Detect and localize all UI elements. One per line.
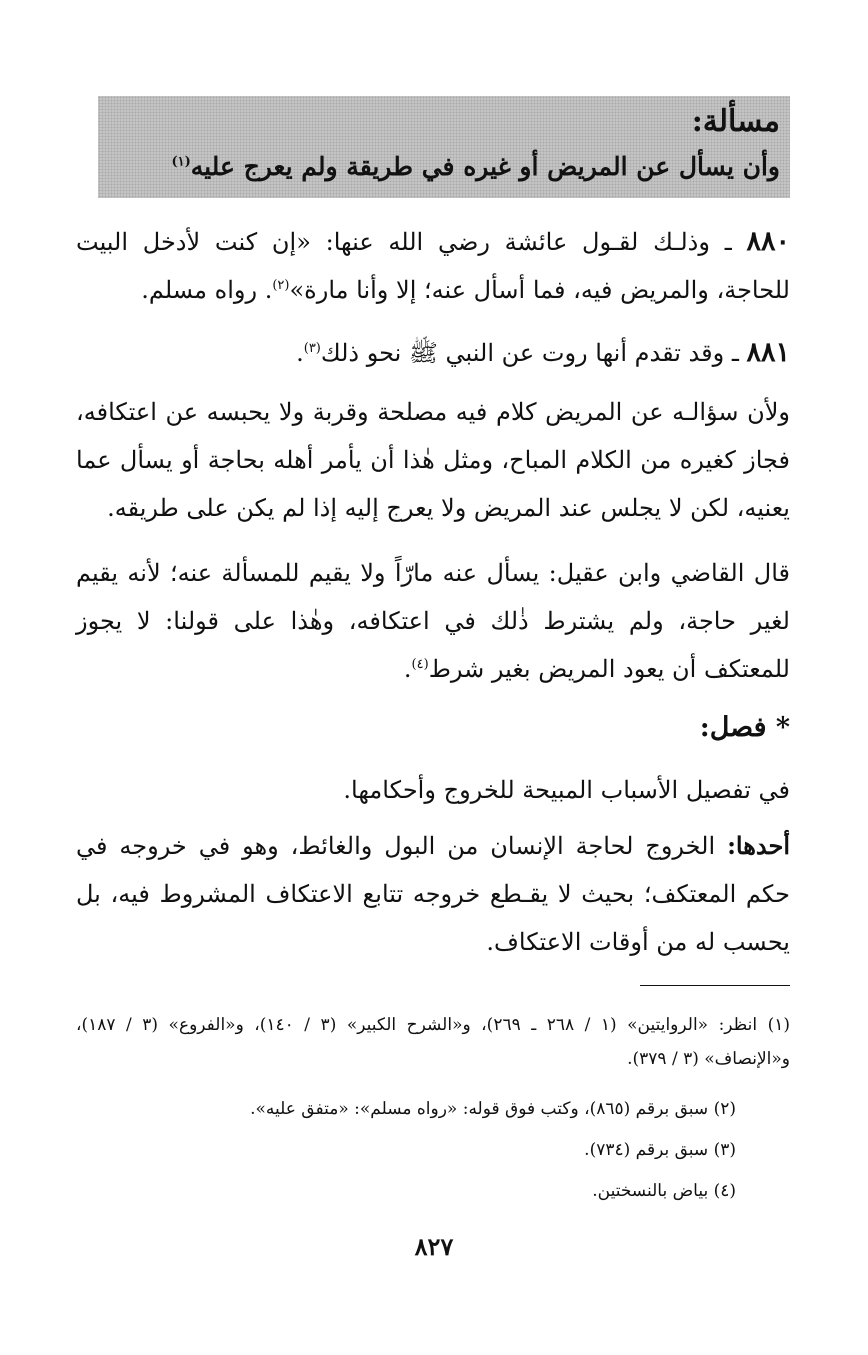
hadith-881-tail: .: [296, 339, 304, 367]
footnote-divider: [640, 985, 790, 986]
paragraph-qadi: [76, 549, 790, 693]
footnote-1: (١) انظر: «الروايتين» (١ / ٢٦٨ ـ ٢٦٩)، و«الشرح الكبير» (٣ / ١٤٠)، و«الفروع» (٣ / ١٨٧)، و«الإنصاف» (٣ / ٣٧٩).: [76, 1015, 790, 1069]
footnote-4: (٤) بياض بالنسختين.: [592, 1181, 736, 1201]
paragraph-reason: ولأن سؤالـه عن المريض كلام فيه مصلحة وقربة ولا يحبسه عن اعتكافه، فجاز كغيره من الكلام المباح، ومثل هٰذا أن يأمر أهله بحاجة أو يسأل عما يعنيه، لكن لا يجلس عند المريض ولا يعرج إليه إذا لم يكن على طريقه.: [76, 398, 791, 522]
hadith-880-tail: . رواه مسلم.: [141, 276, 273, 304]
issue-subtitle: [171, 148, 780, 186]
section-intro: في تفصيل الأسباب المبيحة للخروج وأحكامها.: [343, 776, 790, 804]
issue-subtitle-text: وأن يسأل عن المريض أو غيره في طريقة ولم يعرج عليه: [190, 152, 780, 181]
hadith-number-881: ٨٨١: [746, 337, 790, 368]
issue-title: مسألة:: [691, 104, 780, 139]
hadith-880-text: ـ وذلـك لقـول عائشة رضي الله عنها: «إن كنت لأدخل البيت للحاجة، والمريض فيه، فما أسأل عنه؛ إلا وأنا مارة»: [76, 228, 790, 304]
paragraph-first-reason: [76, 822, 790, 966]
footnote-ref-2: (٢): [272, 278, 290, 293]
footnote-ref-4: (٤): [411, 657, 429, 672]
hadith-881: [76, 329, 790, 377]
first-reason-text: الخروج لحاجة الإنسان من البول والغائط، وهو في خروجه في حكم المعتكف؛ بحيث لا يقـطع خروجه تتابع الاعتكاف المشروط فيه، بل يحسب له من أوقات الاعتكاف.: [76, 832, 790, 956]
paragraph-qadi-text: قال القاضي وابن عقيل: يسأل عنه مارّاً ولا يقيم للمسألة عنه؛ لأنه يقيم لغير حاجة، ولم يشترط ذٰلك في اعتكافه، وهٰذا على قولنا: لا يجوز للمعتكف أن يعود المريض بغير شرط: [76, 559, 790, 683]
issue-heading-box: [98, 96, 790, 198]
paragraph-qadi-tail: .: [403, 655, 412, 683]
footnote-2: (٢) سبق برقم (٨٦٥)، وكتب فوق قوله: «رواه مسلم»: «متفق عليه».: [250, 1099, 736, 1119]
hadith-881-text: ـ وقد تقدم أنها روت عن النبي ﷺ نحو ذلك: [320, 339, 747, 367]
first-reason-lead: أحدها:: [727, 831, 790, 860]
page-number: ٨٢٧: [414, 1232, 454, 1261]
footnote-3: (٣) سبق برقم (٧٣٤).: [584, 1140, 736, 1160]
hadith-880: [76, 218, 790, 314]
footnote-ref-3: (٣): [303, 341, 321, 356]
section-heading: * فصل:: [699, 712, 790, 743]
hadith-number-880: ٨٨٠: [746, 226, 790, 257]
footnote-ref-1: (١): [171, 154, 191, 170]
